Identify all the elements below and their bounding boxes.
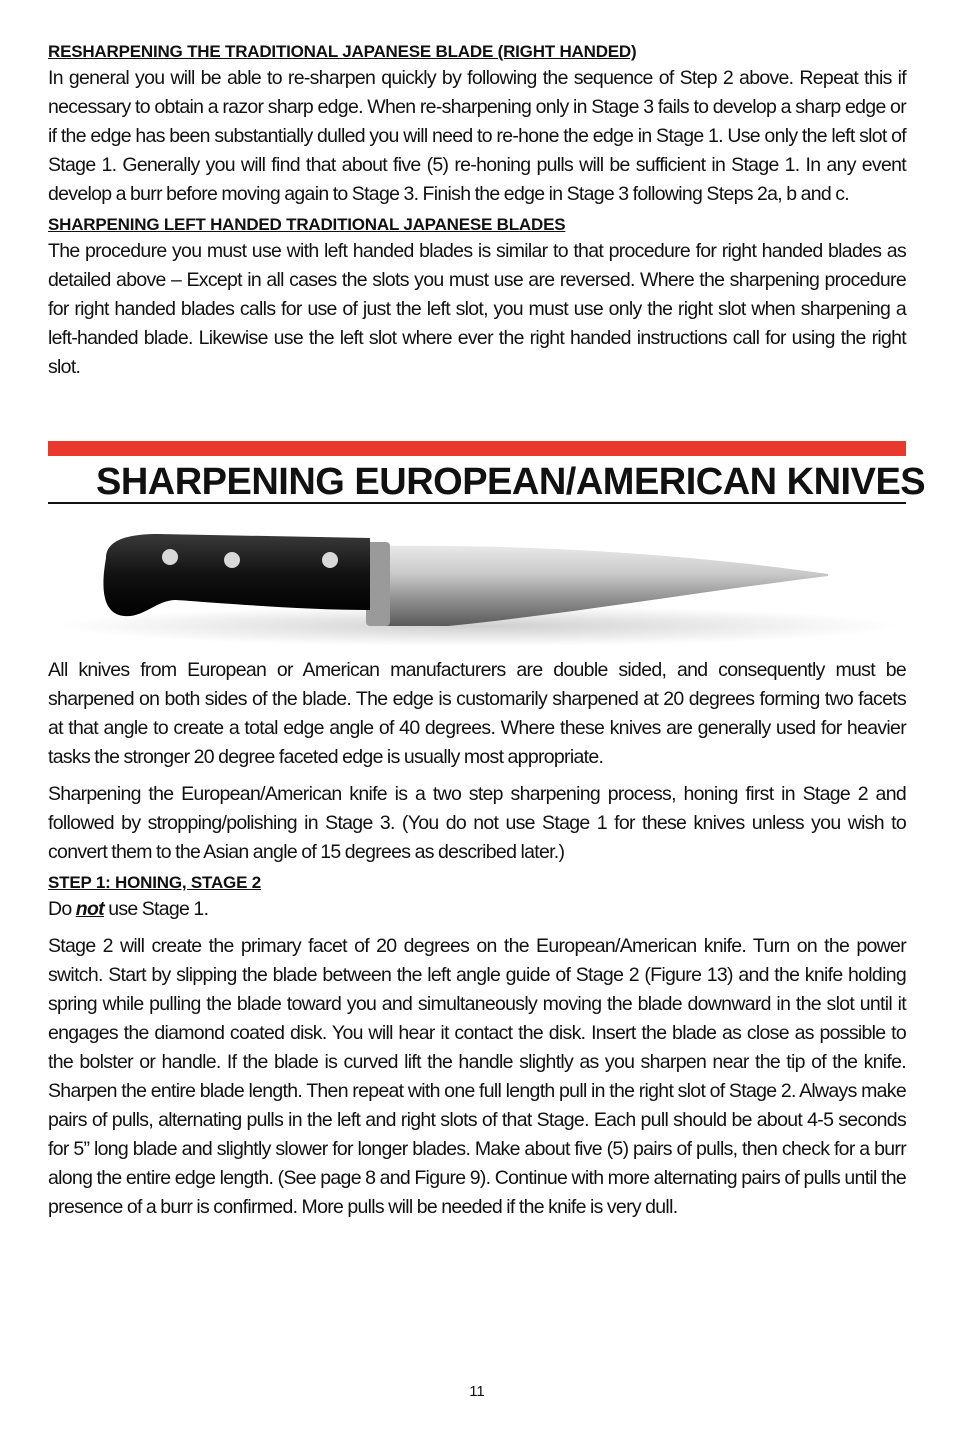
resharpening-heading: RESHARPENING THE TRADITIONAL JAPANESE BLADE (RIGHT HANDED)	[48, 42, 637, 61]
do-prefix: Do	[48, 898, 72, 920]
resharpening-paragraph: In general you will be able to re-sharpen quickly by following the sequence of Step 2 above. Repeat this if necessary to obtain a razor sharp edge. When re-sharpening only in Stage 3 fails to develop a sharp edge or if the edge has been substantially dulled you will need to re-hone the edge in Stage 1. Use only the left slot of Stage 1. Generally you will find that about five (5) re-honing pulls will be sufficient in Stage 1. In any event develop a burr before moving again to Stage 3. Finish the edge in Stage 3 following Steps 2a, b and c.	[48, 67, 906, 205]
handle-rivet	[224, 552, 240, 568]
knife-handle	[103, 534, 370, 616]
handle-rivet	[162, 549, 178, 565]
section-title	[48, 460, 926, 504]
main-title: SHARPENING EUROPEAN/AMERICAN KNIVES	[96, 461, 926, 503]
do-not-line	[48, 895, 906, 924]
knife-illustration	[48, 514, 906, 650]
intro-paragraph-1: All knives from European or American manufacturers are double sided, and consequently must be sharpened on both sides of the blade. The edge is customarily sharpened at 20 degrees forming two facets at that angle to create a total edge angle of 40 degrees. Where these knives are generally used for heavier tasks the stronger 20 degree faceted edge is usually most appropriate.	[48, 659, 906, 768]
intro-paragraph-2: Sharpening the European/American knife is a two step sharpening process, honing first in Stage 2 and followed by stropping/polishing in Stage 3. (You do not use Stage 1 for these knives unless you wish to convert them to the Asian angle of 15 degrees as described later.)	[48, 783, 906, 863]
top-content	[48, 40, 906, 382]
not-emphasis: not	[75, 898, 104, 920]
red-divider-bar	[48, 441, 906, 456]
step1-heading: STEP 1: HONING, STAGE 2	[48, 873, 261, 892]
left-handed-heading: SHARPENING LEFT HANDED TRADITIONAL JAPANESE BLADES	[48, 215, 566, 234]
page-number: 11	[469, 1383, 485, 1400]
do-suffix: use Stage 1.	[108, 898, 209, 920]
step1-paragraph: Stage 2 will create the primary facet of 20 degrees on the European/American knife. Turn on the power switch. Start by slipping the blade between the left angle guide of Stage 2 (Figure 13) and the knife holding spring while pulling the blade toward you and simultaneously moving the blade downward in the slot until it engages the diamond coated disk. You will hear it contact the disk. Insert the blade as close as possible to the bolster or handle. If the blade is curved lift the handle slightly as you sharpen near the tip of the knife. Sharpen the entire blade length. Then repeat with one full length pull in the right slot of Stage 2. Always make pairs of pulls, alternating pulls in the left and right slots of that Stage. Each pull should be about 4-5 seconds for 5” long blade and slightly slower for longer blades. Make about five (5) pairs of pulls, then check for a burr along the entire edge length. (See page 8 and Figure 9). Continue with more alternating pairs of pulls until the presence of a burr is confirmed. More pulls will be needed if the knife is very dull.	[48, 935, 906, 1218]
left-handed-paragraph: The procedure you must use with left handed blades is similar to that procedure for right handed blades as detailed above – Except in all cases the slots you must use are reversed. Where the sharpening procedure for right handed blades calls for use of just the left slot, you must use only the right slot when sharpening a left-handed blade. Likewise use the left slot where ever the right handed instructions call for using the right slot.	[48, 240, 906, 378]
handle-rivet	[322, 552, 338, 568]
european-knives-content	[48, 656, 906, 1222]
